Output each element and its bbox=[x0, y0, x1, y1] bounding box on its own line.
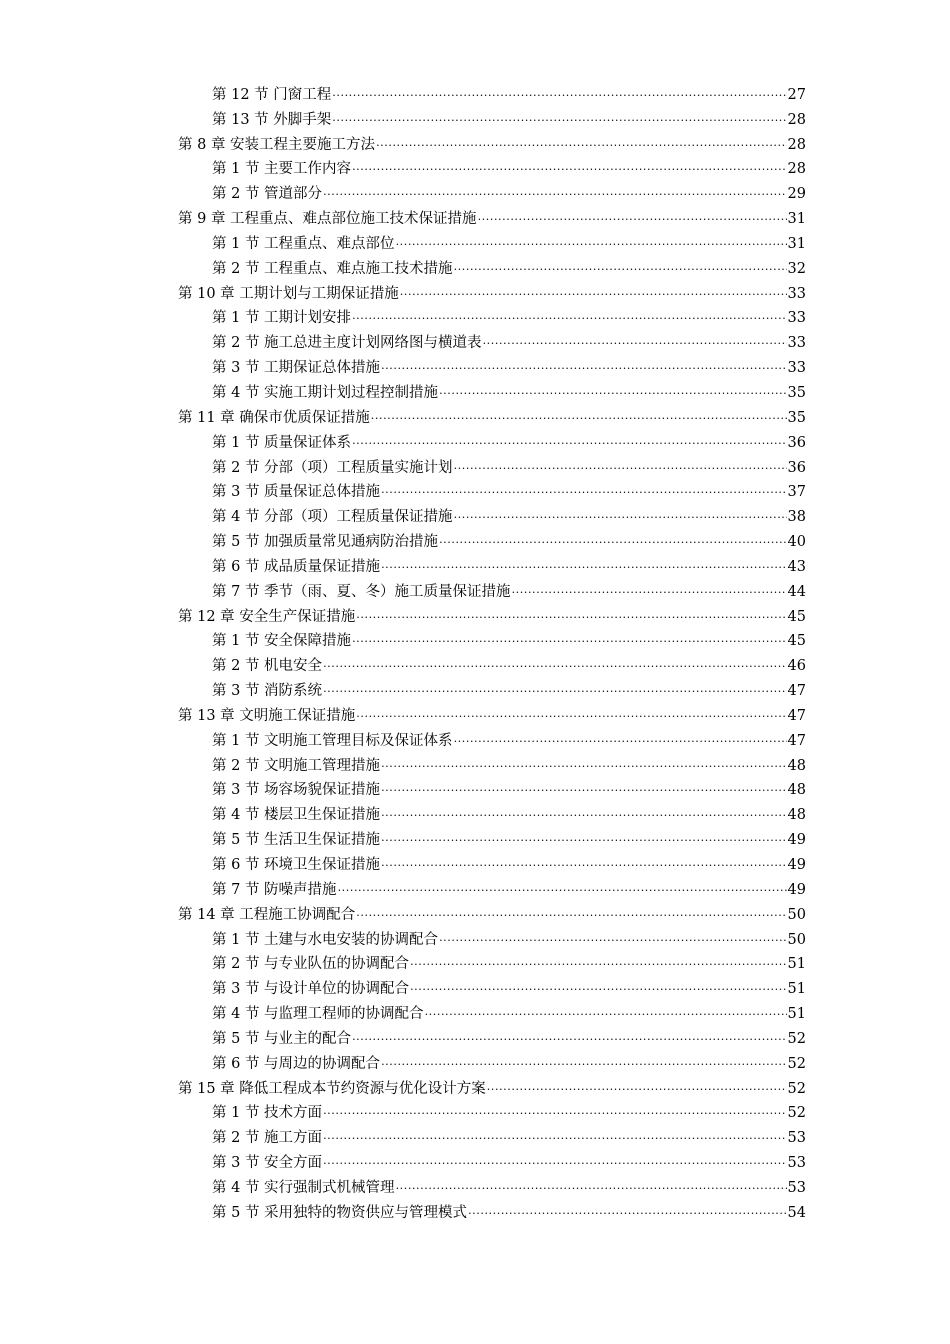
toc-entry-page-number: 44 bbox=[787, 583, 806, 600]
toc-entry-page-number: 47 bbox=[787, 732, 806, 749]
toc-dot-leader bbox=[439, 383, 786, 403]
toc-entry-page-number: 33 bbox=[787, 335, 806, 352]
toc-entry-title: 第 9 章 工程重点、难点部位施工技术保证措施 bbox=[178, 211, 477, 228]
toc-dot-leader bbox=[381, 805, 786, 825]
toc-entry-page-number: 52 bbox=[787, 1080, 806, 1097]
toc-section-entry[interactable] bbox=[178, 155, 806, 180]
toc-entry-title: 第 7 节 防噪声措施 bbox=[212, 881, 337, 898]
toc-entry-title: 第 1 节 安全保障措施 bbox=[212, 633, 352, 650]
toc-entry-title: 第 2 节 机电安全 bbox=[212, 658, 323, 675]
toc-entry-page-number: 52 bbox=[787, 1030, 806, 1047]
toc-section-entry[interactable] bbox=[178, 776, 806, 801]
toc-entry-page-number: 53 bbox=[787, 1155, 806, 1172]
toc-entry-title: 第 3 节 安全方面 bbox=[212, 1155, 323, 1172]
toc-entry-page-number: 28 bbox=[787, 111, 806, 128]
toc-entry-title: 第 2 节 分部（项）工程质量实施计划 bbox=[212, 459, 453, 476]
toc-chapter-entry[interactable] bbox=[178, 900, 806, 925]
toc-entry-title: 第 12 节 门窗工程 bbox=[212, 86, 332, 103]
toc-dot-leader bbox=[468, 1203, 786, 1223]
toc-section-entry[interactable] bbox=[178, 925, 806, 950]
toc-entry-title: 第 4 节 与监理工程师的协调配合 bbox=[212, 1006, 424, 1023]
toc-entry-title: 第 2 节 施工总进主度计划网络图与横道表 bbox=[212, 335, 482, 352]
toc-section-entry[interactable] bbox=[178, 825, 806, 850]
toc-entry-title: 第 4 节 实行强制式机械管理 bbox=[212, 1179, 395, 1196]
toc-section-entry[interactable] bbox=[178, 800, 806, 825]
toc-section-entry[interactable] bbox=[178, 428, 806, 453]
toc-entry-title: 第 15 章 降低工程成本节约资源与优化设计方案 bbox=[178, 1080, 486, 1097]
toc-entry-title: 第 3 节 消防系统 bbox=[212, 683, 323, 700]
toc-entry-title: 第 2 节 施工方面 bbox=[212, 1130, 323, 1147]
toc-dot-leader bbox=[332, 110, 786, 130]
toc-entry-title: 第 2 节 管道部分 bbox=[212, 186, 323, 203]
toc-dot-leader bbox=[332, 85, 786, 105]
toc-section-entry[interactable] bbox=[178, 751, 806, 776]
toc-entry-title: 第 4 节 楼层卫生保证措施 bbox=[212, 807, 381, 824]
toc-dot-leader bbox=[356, 706, 786, 726]
toc-entry-title: 第 5 节 采用独特的物资供应与管理模式 bbox=[212, 1204, 468, 1221]
toc-entry-page-number: 47 bbox=[787, 707, 806, 724]
toc-entry-page-number: 40 bbox=[787, 534, 806, 551]
toc-dot-leader bbox=[512, 582, 787, 602]
toc-entry-title: 第 4 节 分部（项）工程质量保证措施 bbox=[212, 509, 453, 526]
toc-dot-leader bbox=[381, 855, 786, 875]
toc-entry-page-number: 50 bbox=[787, 906, 806, 923]
toc-entry-title: 第 3 节 场容场貌保证措施 bbox=[212, 782, 381, 799]
toc-section-entry[interactable] bbox=[178, 304, 806, 329]
toc-dot-leader bbox=[356, 905, 786, 925]
toc-entry-title: 第 6 节 与周边的协调配合 bbox=[212, 1055, 381, 1072]
toc-section-entry[interactable] bbox=[178, 577, 806, 602]
toc-dot-leader bbox=[454, 259, 787, 279]
toc-chapter-entry[interactable] bbox=[178, 204, 806, 229]
toc-entry-title: 第 13 节 外脚手架 bbox=[212, 111, 332, 128]
toc-entry-page-number: 32 bbox=[787, 260, 806, 277]
toc-entry-title: 第 3 节 工期保证总体措施 bbox=[212, 360, 381, 377]
toc-entry-page-number: 45 bbox=[787, 633, 806, 650]
toc-dot-leader bbox=[425, 1004, 787, 1024]
toc-dot-leader bbox=[323, 1128, 786, 1148]
toc-entry-page-number: 43 bbox=[787, 558, 806, 575]
toc-entry-title: 第 5 节 加强质量常见通病防治措施 bbox=[212, 534, 439, 551]
toc-dot-leader bbox=[439, 930, 786, 950]
toc-entry-page-number: 49 bbox=[787, 832, 806, 849]
toc-section-entry[interactable] bbox=[178, 453, 806, 478]
toc-dot-leader bbox=[376, 135, 786, 155]
toc-section-entry[interactable] bbox=[178, 478, 806, 503]
toc-entry-page-number: 51 bbox=[787, 1006, 806, 1023]
toc-dot-leader bbox=[338, 880, 787, 900]
toc-entry-title: 第 8 章 安装工程主要施工方法 bbox=[178, 136, 376, 153]
toc-entry-title: 第 1 节 土建与水电安装的协调配合 bbox=[212, 931, 439, 948]
toc-dot-leader bbox=[323, 656, 786, 676]
toc-dot-leader bbox=[396, 1178, 787, 1198]
toc-section-entry[interactable] bbox=[178, 875, 806, 900]
toc-section-entry[interactable] bbox=[178, 950, 806, 975]
toc-dot-leader bbox=[352, 631, 786, 651]
toc-dot-leader bbox=[381, 1054, 786, 1074]
toc-entry-page-number: 31 bbox=[787, 211, 806, 228]
toc-entry-title: 第 7 节 季节（雨、夏、冬）施工质量保证措施 bbox=[212, 583, 511, 600]
toc-entry-title: 第 2 节 与专业队伍的协调配合 bbox=[212, 956, 410, 973]
toc-section-entry[interactable] bbox=[178, 1173, 806, 1198]
toc-entry-title: 第 4 节 实施工期计划过程控制措施 bbox=[212, 384, 439, 401]
toc-dot-leader bbox=[454, 731, 787, 751]
toc-section-entry[interactable] bbox=[178, 552, 806, 577]
toc-dot-leader bbox=[352, 433, 786, 453]
toc-section-entry[interactable] bbox=[178, 1198, 806, 1223]
toc-entry-title: 第 3 节 与设计单位的协调配合 bbox=[212, 981, 410, 998]
toc-entry-title: 第 5 节 与业主的配合 bbox=[212, 1030, 352, 1047]
table-of-contents bbox=[178, 80, 806, 1223]
toc-entry-title: 第 14 章 工程施工协调配合 bbox=[178, 906, 356, 923]
toc-entry-page-number: 51 bbox=[787, 981, 806, 998]
toc-chapter-entry[interactable] bbox=[178, 701, 806, 726]
toc-dot-leader bbox=[323, 1103, 786, 1123]
toc-entry-title: 第 3 节 质量保证总体措施 bbox=[212, 484, 381, 501]
toc-entry-page-number: 35 bbox=[787, 409, 806, 426]
toc-dot-leader bbox=[487, 1079, 787, 1099]
toc-entry-page-number: 47 bbox=[787, 683, 806, 700]
toc-dot-leader bbox=[381, 756, 786, 776]
toc-section-entry[interactable] bbox=[178, 179, 806, 204]
toc-dot-leader bbox=[323, 184, 786, 204]
toc-entry-page-number: 48 bbox=[787, 782, 806, 799]
toc-dot-leader bbox=[356, 607, 786, 627]
toc-dot-leader bbox=[381, 830, 786, 850]
toc-entry-page-number: 50 bbox=[787, 931, 806, 948]
toc-chapter-entry[interactable] bbox=[178, 1074, 806, 1099]
toc-section-entry[interactable] bbox=[178, 726, 806, 751]
toc-chapter-entry[interactable] bbox=[178, 602, 806, 627]
toc-entry-page-number: 33 bbox=[787, 310, 806, 327]
toc-section-entry[interactable] bbox=[178, 1024, 806, 1049]
toc-dot-leader bbox=[323, 681, 786, 701]
toc-entry-page-number: 52 bbox=[787, 1105, 806, 1122]
toc-entry-title: 第 1 节 质量保证体系 bbox=[212, 434, 352, 451]
toc-entry-page-number: 29 bbox=[787, 186, 806, 203]
toc-entry-page-number: 27 bbox=[787, 86, 806, 103]
toc-section-entry[interactable] bbox=[178, 676, 806, 701]
toc-section-entry[interactable] bbox=[178, 999, 806, 1024]
toc-entry-page-number: 49 bbox=[787, 881, 806, 898]
toc-section-entry[interactable] bbox=[178, 105, 806, 130]
toc-entry-title: 第 6 节 环境卫生保证措施 bbox=[212, 857, 381, 873]
toc-entry-title: 第 1 节 技术方面 bbox=[212, 1105, 323, 1122]
toc-entry-page-number: 51 bbox=[787, 956, 806, 973]
toc-section-entry[interactable] bbox=[178, 502, 806, 527]
toc-entry-title: 第 1 节 主要工作内容 bbox=[212, 161, 352, 178]
toc-entry-page-number: 28 bbox=[787, 136, 806, 153]
toc-entry-title: 第 2 节 工程重点、难点施工技术措施 bbox=[212, 260, 453, 277]
toc-entry-title: 第 2 节 文明施工管理措施 bbox=[212, 757, 381, 774]
toc-entry-title: 第 1 节 工程重点、难点部位 bbox=[212, 235, 395, 252]
toc-section-entry[interactable] bbox=[178, 651, 806, 676]
toc-dot-leader bbox=[439, 532, 786, 552]
toc-entry-page-number: 38 bbox=[787, 509, 806, 526]
toc-section-entry[interactable] bbox=[178, 1123, 806, 1148]
toc-section-entry[interactable] bbox=[178, 1099, 806, 1124]
toc-entry-page-number: 35 bbox=[787, 384, 806, 401]
toc-dot-leader bbox=[400, 284, 787, 304]
toc-entry-page-number: 49 bbox=[787, 857, 806, 873]
toc-entry-page-number: 46 bbox=[787, 658, 806, 675]
toc-dot-leader bbox=[352, 159, 786, 179]
toc-section-entry[interactable] bbox=[178, 1148, 806, 1173]
toc-entry-page-number: 48 bbox=[787, 757, 806, 774]
toc-entry-page-number: 33 bbox=[787, 285, 806, 302]
toc-dot-leader bbox=[352, 308, 786, 328]
toc-section-entry[interactable] bbox=[178, 527, 806, 552]
toc-section-entry[interactable] bbox=[178, 850, 806, 875]
toc-entry-title: 第 13 章 文明施工保证措施 bbox=[178, 707, 356, 724]
toc-entry-page-number: 37 bbox=[787, 484, 806, 501]
toc-dot-leader bbox=[323, 1153, 786, 1173]
toc-entry-page-number: 36 bbox=[787, 434, 806, 451]
toc-entry-title: 第 6 节 成品质量保证措施 bbox=[212, 558, 381, 575]
toc-dot-leader bbox=[381, 780, 786, 800]
toc-entry-title: 第 1 节 工期计划安排 bbox=[212, 310, 352, 327]
toc-dot-leader bbox=[371, 408, 787, 428]
toc-dot-leader bbox=[396, 234, 787, 254]
toc-entry-page-number: 54 bbox=[787, 1204, 806, 1221]
toc-entry-page-number: 28 bbox=[787, 161, 806, 178]
toc-dot-leader bbox=[454, 458, 787, 478]
toc-entry-page-number: 53 bbox=[787, 1130, 806, 1147]
toc-section-entry[interactable] bbox=[178, 627, 806, 652]
toc-section-entry[interactable] bbox=[178, 378, 806, 403]
toc-dot-leader bbox=[410, 954, 786, 974]
toc-section-entry[interactable] bbox=[178, 229, 806, 254]
toc-entry-title: 第 10 章 工期计划与工期保证措施 bbox=[178, 285, 399, 302]
toc-dot-leader bbox=[483, 333, 787, 353]
toc-entry-title: 第 12 章 安全生产保证措施 bbox=[178, 608, 356, 625]
toc-chapter-entry[interactable] bbox=[178, 130, 806, 155]
toc-dot-leader bbox=[381, 358, 786, 378]
toc-entry-title: 第 11 章 确保市优质保证措施 bbox=[178, 409, 370, 426]
toc-dot-leader bbox=[381, 482, 786, 502]
toc-section-entry[interactable] bbox=[178, 254, 806, 279]
toc-entry-page-number: 31 bbox=[787, 235, 806, 252]
toc-entry-title: 第 5 节 生活卫生保证措施 bbox=[212, 832, 381, 849]
toc-entry-page-number: 52 bbox=[787, 1055, 806, 1072]
toc-chapter-entry[interactable] bbox=[178, 279, 806, 304]
toc-dot-leader bbox=[410, 979, 786, 999]
toc-section-entry[interactable] bbox=[178, 80, 806, 105]
toc-chapter-entry[interactable] bbox=[178, 403, 806, 428]
toc-entry-title: 第 1 节 文明施工管理目标及保证体系 bbox=[212, 732, 453, 749]
toc-dot-leader bbox=[478, 209, 787, 229]
toc-entry-page-number: 48 bbox=[787, 807, 806, 824]
toc-dot-leader bbox=[352, 1029, 786, 1049]
toc-entry-page-number: 36 bbox=[787, 459, 806, 476]
toc-section-entry[interactable] bbox=[178, 1049, 806, 1074]
toc-dot-leader bbox=[454, 507, 787, 527]
toc-entry-page-number: 53 bbox=[787, 1179, 806, 1196]
toc-section-entry[interactable] bbox=[178, 353, 806, 378]
toc-entry-page-number: 33 bbox=[787, 360, 806, 377]
toc-section-entry[interactable] bbox=[178, 328, 806, 353]
toc-dot-leader bbox=[381, 557, 786, 577]
toc-entry-page-number: 45 bbox=[787, 608, 806, 625]
toc-section-entry[interactable] bbox=[178, 974, 806, 999]
